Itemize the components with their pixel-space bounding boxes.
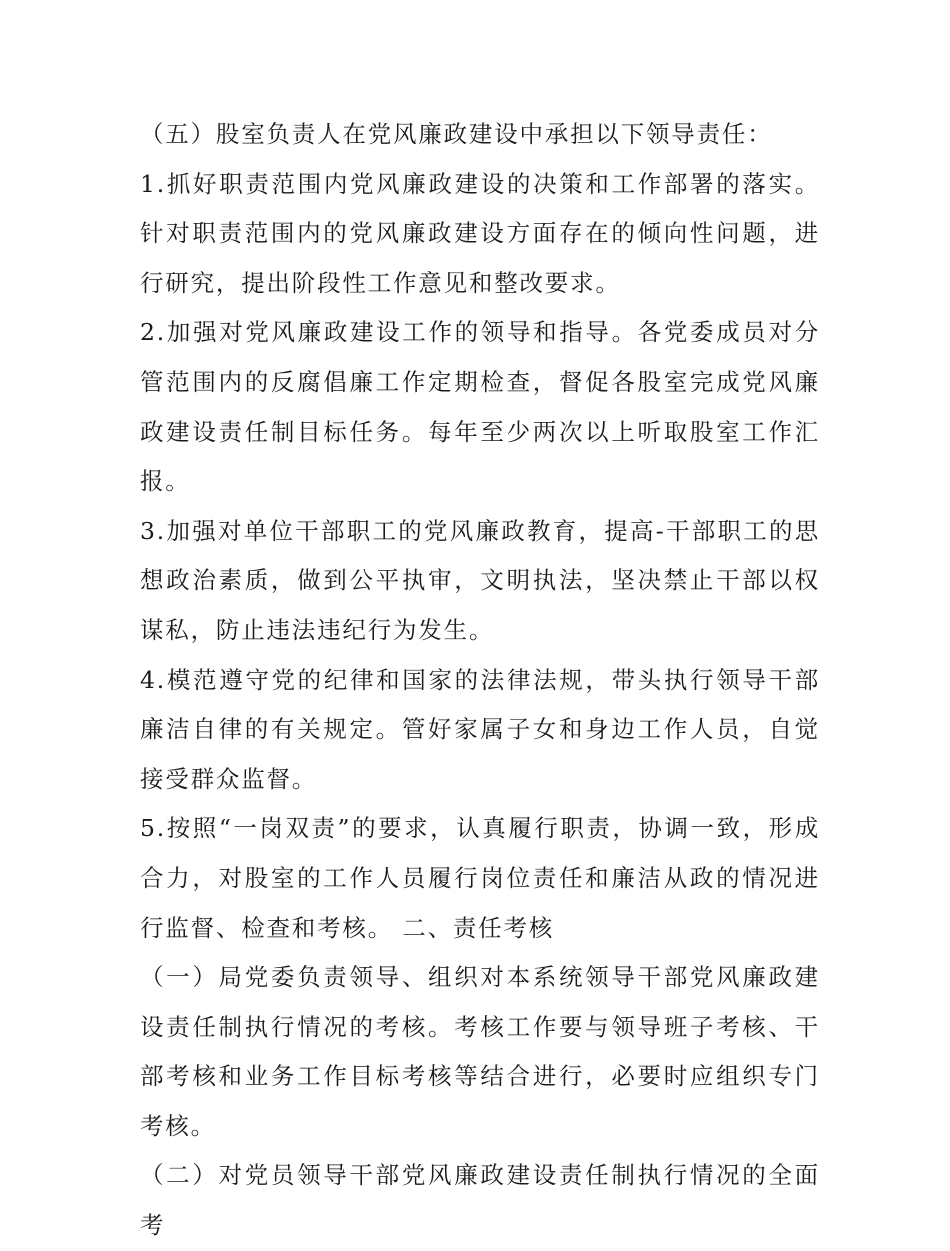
paragraph-section-five-heading: （五）股室负责人在党风廉政建设中承担以下领导责任：: [140, 120, 773, 148]
paragraph-item-3: 3.加强对单位干部职工的党风廉政教育，提高-干部职工的思想政治素质，做到公平执审，文明执法，坚决禁止干部以权谋私，防止违法违纪行为发生。: [140, 516, 820, 644]
paragraph-item-2: 2.加强对党风廉政建设工作的领导和指导。各党委成员对分管范围内的反腐倡廉工作定期检查，督促各股室完成党风廉政建设责任制目标任务。每年至少两次以上听取股室工作汇报。: [140, 318, 820, 496]
paragraph-item-4: 4.模范遵守党的纪律和国家的法律法规，带头执行领导干部廉洁自律的有关规定。管好家属子女和身边工作人员，自觉接受群众监督。: [140, 665, 820, 793]
paragraph-item-5: 5.按照“一岗双责”的要求，认真履行职责，协调一致，形成合力，对股室的工作人员履行岗位责任和廉洁从政的情况进行监督、检查和考核。 二、责任考核: [140, 814, 820, 942]
document-body: [140, 110, 820, 1251]
paragraph-item-1: 1.抓好职责范围内党风廉政建设的决策和工作部署的落实。针对职责范围内的党风廉政建设方面存在的倾向性问题，进行研究，提出阶段性工作意见和整改要求。: [140, 169, 820, 297]
paragraph-assessment-one: （一）局党委负责领导、组织对本系统领导干部党风廉政建设责任制执行情况的考核。考核工作要与领导班子考核、干部考核和业务工作目标考核等结合进行，必要时应组织专门考核。: [140, 963, 820, 1140]
paragraph-assessment-two: （二）对党员领导干部党风廉政建设责任制执行情况的全面考: [140, 1161, 820, 1240]
